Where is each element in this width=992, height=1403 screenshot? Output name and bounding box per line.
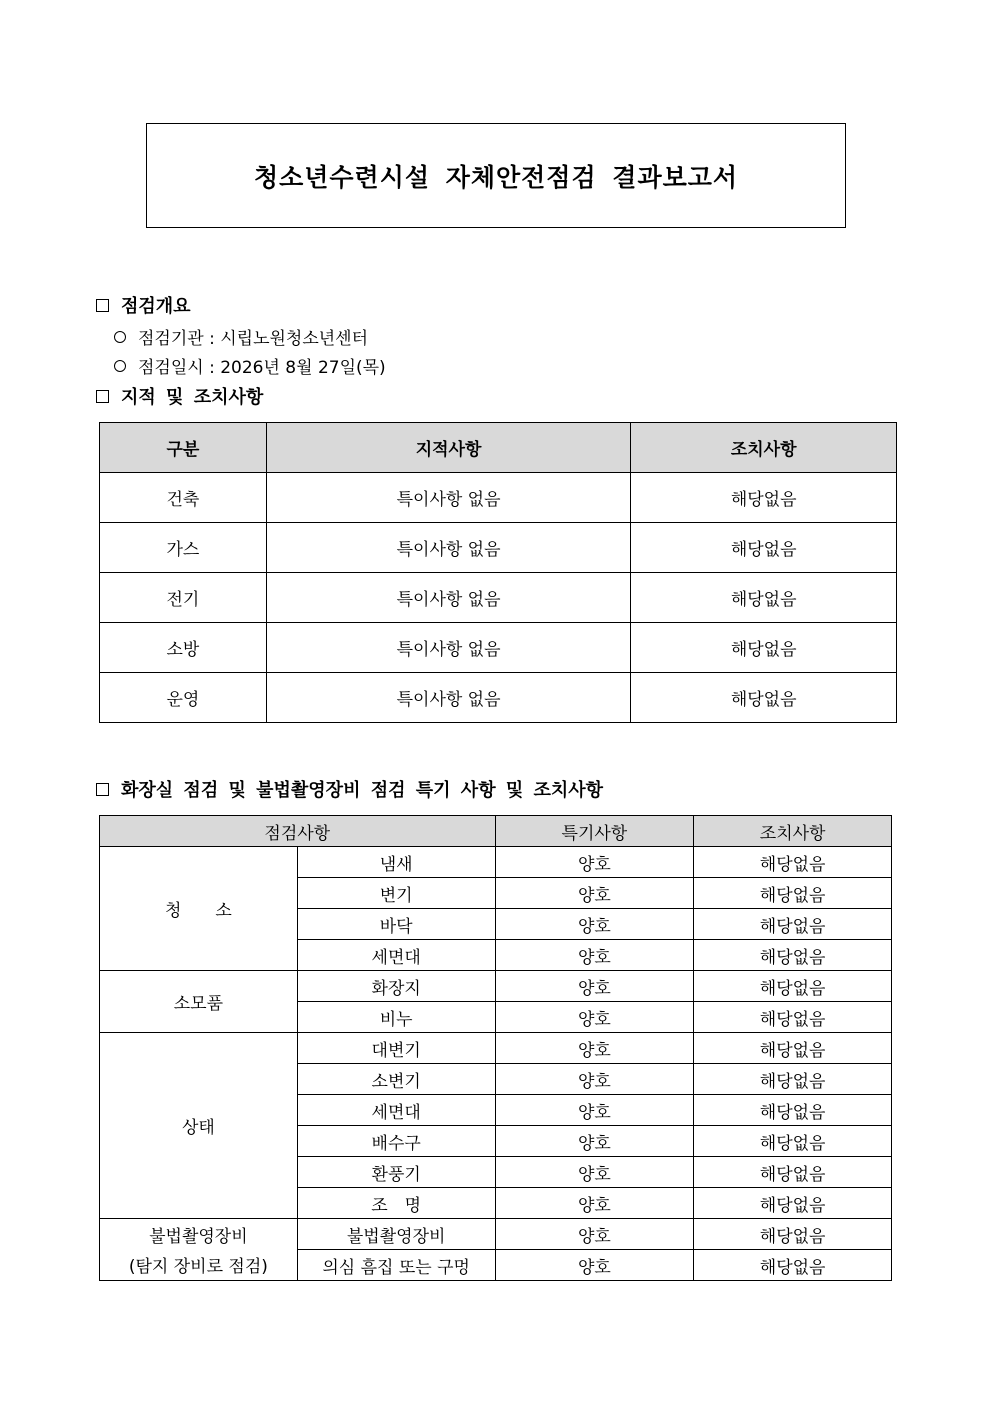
finding-cell: 특이사항 없음 (266, 523, 631, 573)
note-cell: 양호 (495, 940, 694, 971)
action-cell: 해당없음 (694, 940, 892, 971)
action-cell: 해당없음 (694, 1064, 892, 1095)
square-bullet-icon (96, 390, 109, 403)
section-heading-findings (96, 383, 263, 409)
item-cell: 조 명 (297, 1188, 495, 1219)
table-row (100, 573, 897, 623)
table-header-row (100, 423, 897, 473)
document-title: 청소년수련시설 자체안전점검 결과보고서 (253, 162, 739, 192)
note-cell: 양호 (495, 1095, 694, 1126)
action-cell: 해당없음 (694, 878, 892, 909)
note-cell: 양호 (495, 1002, 694, 1033)
category-cell: 전기 (100, 573, 267, 623)
action-cell: 해당없음 (631, 523, 897, 573)
org-text: 점검기관 : 시립노원청소년센터 (138, 329, 369, 349)
action-cell: 해당없음 (631, 473, 897, 523)
table-row (100, 1250, 892, 1281)
action-cell: 해당없음 (694, 1219, 892, 1250)
table-header-row (100, 816, 892, 847)
note-cell: 양호 (495, 878, 694, 909)
table-row (100, 523, 897, 573)
finding-cell: 특이사항 없음 (266, 573, 631, 623)
note-cell: 양호 (495, 847, 694, 878)
section-heading-restroom (96, 776, 603, 802)
header-action: 조치사항 (631, 423, 897, 473)
action-cell: 해당없음 (631, 623, 897, 673)
header-inspection-item: 점검사항 (100, 816, 496, 847)
square-bullet-icon (96, 299, 109, 312)
finding-cell: 특이사항 없음 (266, 673, 631, 723)
finding-cell: 특이사항 없음 (266, 473, 631, 523)
note-cell: 양호 (495, 1219, 694, 1250)
restroom-heading-text: 화장실 점검 및 불법촬영장비 점검 특기 사항 및 조치사항 (121, 780, 604, 801)
group-cell-condition: 상태 (100, 1033, 298, 1219)
item-cell: 냄새 (297, 847, 495, 878)
action-cell: 해당없음 (694, 1002, 892, 1033)
overview-heading-text: 점검개요 (121, 296, 191, 317)
note-cell: 양호 (495, 909, 694, 940)
action-cell: 해당없음 (694, 1250, 892, 1281)
header-finding: 지적사항 (266, 423, 631, 473)
category-cell: 소방 (100, 623, 267, 673)
group-cell-cleaning: 청 소 (100, 847, 298, 971)
item-cell: 환풍기 (297, 1157, 495, 1188)
action-cell: 해당없음 (694, 1157, 892, 1188)
action-cell: 해당없음 (694, 1126, 892, 1157)
note-cell: 양호 (495, 1157, 694, 1188)
category-cell: 운영 (100, 673, 267, 723)
header-category: 구분 (100, 423, 267, 473)
overview-org (114, 324, 368, 349)
action-cell: 해당없음 (694, 847, 892, 878)
item-cell: 불법촬영장비 (297, 1219, 495, 1250)
action-cell: 해당없음 (631, 573, 897, 623)
group-cell-camera-line1: 불법촬영장비 (100, 1219, 298, 1250)
item-cell: 대변기 (297, 1033, 495, 1064)
item-cell: 변기 (297, 878, 495, 909)
action-cell: 해당없음 (694, 1188, 892, 1219)
item-cell: 화장지 (297, 971, 495, 1002)
table-row (100, 971, 892, 1002)
table-row (100, 1033, 892, 1064)
restroom-table (99, 815, 892, 1281)
circle-bullet-icon (114, 360, 126, 372)
item-cell: 세면대 (297, 1095, 495, 1126)
table-row (100, 1219, 892, 1250)
note-cell: 양호 (495, 971, 694, 1002)
title-box (146, 123, 846, 228)
findings-table (99, 422, 897, 723)
note-cell: 양호 (495, 1188, 694, 1219)
table-row (100, 847, 892, 878)
action-cell: 해당없음 (631, 673, 897, 723)
header-note: 특기사항 (495, 816, 694, 847)
item-cell: 배수구 (297, 1126, 495, 1157)
table-row (100, 473, 897, 523)
header-action: 조치사항 (694, 816, 892, 847)
action-cell: 해당없음 (694, 1033, 892, 1064)
group-cell-consumables: 소모품 (100, 971, 298, 1033)
note-cell: 양호 (495, 1033, 694, 1064)
date-text: 점검일시 : 2026년 8월 27일(목) (138, 358, 386, 378)
item-cell: 세면대 (297, 940, 495, 971)
overview-date (114, 353, 386, 378)
action-cell: 해당없음 (694, 1095, 892, 1126)
table-row (100, 673, 897, 723)
item-cell: 비누 (297, 1002, 495, 1033)
note-cell: 양호 (495, 1064, 694, 1095)
square-bullet-icon (96, 783, 109, 796)
action-cell: 해당없음 (694, 971, 892, 1002)
finding-cell: 특이사항 없음 (266, 623, 631, 673)
note-cell: 양호 (495, 1126, 694, 1157)
circle-bullet-icon (114, 331, 126, 343)
findings-heading-text: 지적 및 조치사항 (121, 387, 264, 408)
item-cell: 바닥 (297, 909, 495, 940)
action-cell: 해당없음 (694, 909, 892, 940)
note-cell: 양호 (495, 1250, 694, 1281)
category-cell: 가스 (100, 523, 267, 573)
section-heading-overview (96, 292, 191, 318)
table-row (100, 623, 897, 673)
category-cell: 건축 (100, 473, 267, 523)
group-cell-camera-line2: (탐지 장비로 점검) (100, 1250, 298, 1281)
item-cell: 의심 흠집 또는 구멍 (297, 1250, 495, 1281)
item-cell: 소변기 (297, 1064, 495, 1095)
